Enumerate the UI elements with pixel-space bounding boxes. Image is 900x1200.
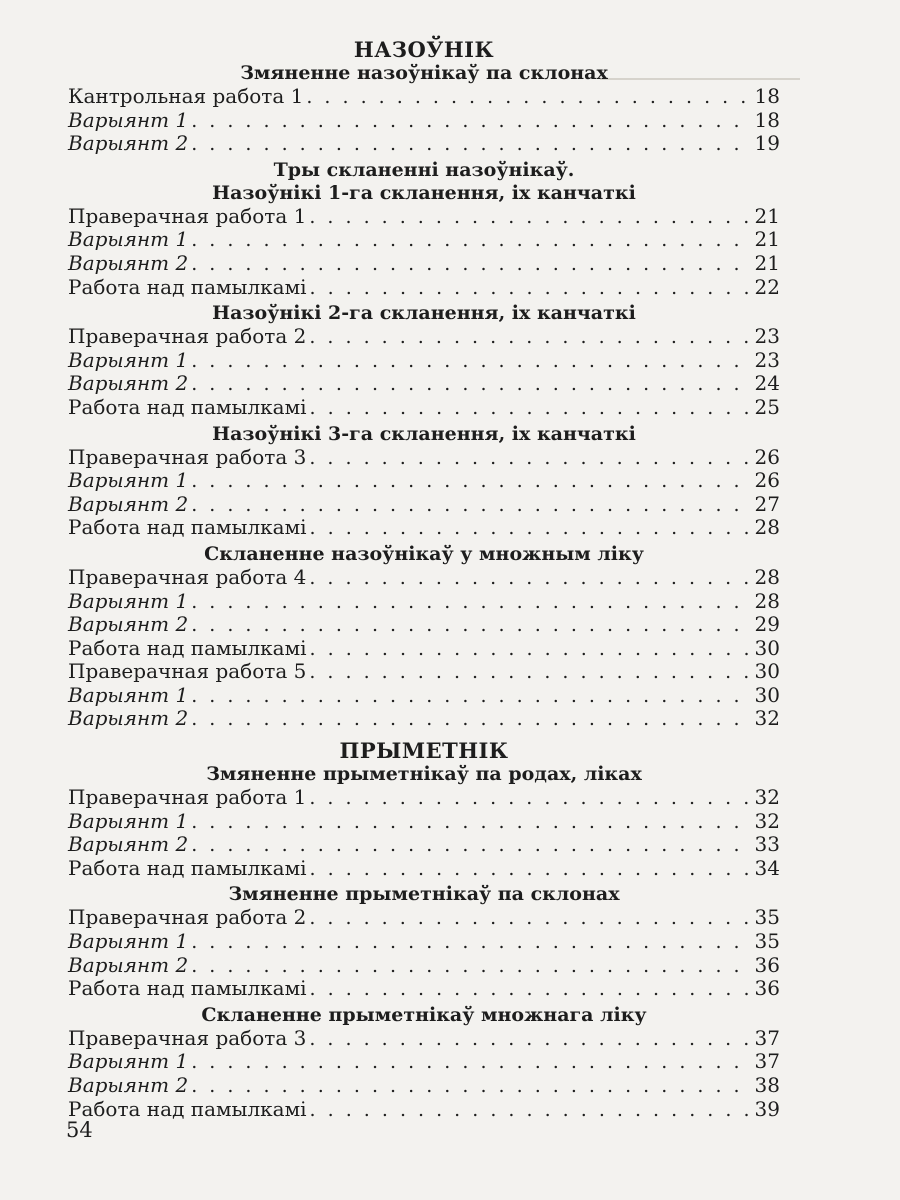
toc-entry[interactable] [68,810,780,834]
toc-entry-page: 23 [754,324,780,349]
toc-entry-label: Праверачная работа 1 [68,203,307,228]
toc-entry-page: 24 [754,371,780,396]
toc-entry-page: 34 [754,855,780,880]
toc-entry-page: 30 [754,659,780,684]
dot-leader [191,1051,752,1074]
toc-entry-label: Праверачная работа 1 [68,785,307,810]
toc-entry[interactable] [68,446,780,470]
toc-entry-label: Варыянт 2 [68,832,189,857]
dot-leader [191,931,752,954]
toc-entry-page: 23 [754,347,780,372]
dot-leader [309,787,752,810]
toc-entry[interactable] [68,566,780,590]
toc-entry-page: 26 [754,444,780,469]
toc-entry-page: 21 [754,250,780,275]
subsection-title: Скланенне назоўнікаў у множным ліку [204,542,644,565]
dot-leader [191,253,752,276]
toc-entry-label: Варыянт 1 [68,682,189,707]
toc-entry-page: 35 [754,905,780,930]
toc-entry[interactable] [68,349,780,373]
toc-entry-page: 36 [754,952,780,977]
toc-entry-page: 26 [754,468,780,493]
toc-entry-label: Варыянт 1 [68,107,189,132]
toc-entry-label: Работа над памылкамі [68,394,307,419]
toc-entry[interactable] [68,516,780,540]
dot-leader [191,373,752,396]
subsection-title: Змяненне прыметнікаў па склонах [228,883,620,906]
subsection-title: Змяненне прыметнікаў па родах, ліках [206,763,642,786]
toc-entry-page: 27 [754,491,780,516]
subsection-title: Назоўнікі 1-га скланення, іх канчаткі [212,181,636,204]
toc-entry-page: 30 [754,682,780,707]
dot-leader [310,277,753,300]
toc-entry[interactable] [68,786,780,810]
dot-leader [191,834,752,857]
toc-entry-page: 30 [754,635,780,660]
toc-entry[interactable] [68,1050,780,1074]
toc-entry-page: 33 [754,832,780,857]
toc-entry-page: 32 [754,706,780,731]
toc-entry[interactable] [68,252,780,276]
toc-entry-label: Праверачная работа 2 [68,905,307,930]
section-title: НАЗОЎНІК [353,37,495,62]
toc-entry[interactable] [68,590,780,614]
toc-entry-page: 29 [754,612,780,637]
toc-entry-label: Работа над памылкамі [68,855,307,880]
toc-entry-label: Варыянт 1 [68,588,189,613]
toc-entry[interactable] [68,228,780,252]
toc-entry-page: 28 [754,588,780,613]
section-title: ПРЫМЕТНІК [339,738,509,764]
toc-entry-label: Варыянт 1 [68,227,189,252]
toc-entry-label: Работа над памылкамі [68,274,307,299]
toc-entry-page: 21 [754,203,780,228]
toc-entry[interactable] [68,930,780,954]
toc-entry-label: Варыянт 2 [68,250,189,275]
toc-entry[interactable] [68,1074,780,1098]
toc-entry-label: Варыянт 1 [68,1049,189,1074]
toc-entry[interactable] [68,205,780,229]
toc-entry-page: 22 [754,274,780,299]
toc-entry[interactable] [68,833,780,857]
subsection-title: Тры скланенні назоўнікаў. [273,158,575,181]
dot-leader [310,638,753,661]
toc-entry-page: 28 [754,515,780,540]
toc-entry-label: Работа над памылкамі [68,976,307,1001]
dot-leader [310,1099,753,1122]
dot-leader [191,955,752,978]
toc-entry-label: Работа над памылкамі [68,515,307,540]
toc-entry-label: Варыянт 2 [68,612,189,637]
toc-entry-label: Варыянт 1 [68,347,189,372]
toc-entry[interactable] [68,613,780,637]
subsection-title: Назоўнікі 2-га скланення, іх канчаткі [212,302,636,325]
toc-entry[interactable] [68,857,780,881]
toc-entry-label: Праверачная работа 2 [68,324,307,349]
dot-leader [191,229,752,252]
toc-entry[interactable] [68,637,780,661]
toc-entry-page: 32 [754,785,780,810]
toc-entry-page: 28 [754,564,780,589]
toc-entry-label: Кантрольная работа 1 [68,84,304,108]
toc-entry-page: 19 [754,131,780,156]
toc-entry-page: 21 [754,227,780,252]
toc-entry[interactable] [68,906,780,930]
toc-entry-page: 37 [754,1025,780,1050]
page-number: 54 [66,1118,93,1142]
toc-entry[interactable] [68,493,780,517]
toc-entry-label: Варыянт 1 [68,929,189,954]
toc-entry-page: 35 [754,929,780,954]
dot-leader [191,591,752,614]
toc-entry-label: Праверачная работа 3 [68,1025,307,1050]
dot-leader [309,326,752,349]
dot-leader [191,133,752,156]
toc-entry[interactable] [68,469,780,493]
dot-leader [309,447,752,470]
dot-leader [309,206,752,229]
toc-entry-label: Варыянт 1 [68,468,189,493]
toc-entry[interactable] [68,396,780,420]
toc-entry-page: 18 [754,107,780,132]
toc-entry[interactable] [68,325,780,349]
toc-entry[interactable] [68,977,780,1001]
dot-leader [309,1028,752,1051]
toc-entry-page: 18 [754,84,780,108]
dot-leader [309,907,752,930]
dot-leader [191,350,752,373]
dot-leader [191,811,752,834]
toc-entry[interactable] [68,276,780,300]
toc-entry-page: 25 [754,394,780,419]
toc-entry[interactable] [68,954,780,978]
toc-entry[interactable] [68,372,780,396]
dot-leader [191,614,752,637]
dot-leader [191,685,752,708]
toc-entry[interactable] [68,85,780,109]
toc-entry-label: Варыянт 2 [68,371,189,396]
toc-entry-label: Варыянт 2 [68,952,189,977]
toc-entry-label: Праверачная работа 4 [68,564,307,589]
dot-leader [306,86,752,109]
dot-leader [191,1075,752,1098]
toc-entry-label: Праверачная работа 3 [68,444,307,469]
toc-entry-page: 37 [754,1049,780,1074]
toc-entry-page: 36 [754,976,780,1001]
toc-entry-page: 38 [754,1073,780,1097]
dot-leader [310,858,753,881]
toc-entry-page: 32 [754,808,780,833]
toc-entry[interactable] [68,1027,780,1051]
toc-entry-page: 39 [754,1096,780,1121]
subsection-title: Скланенне прыметнікаў множнага ліку [201,1003,647,1026]
subsection-title: Назоўнікі 3-га скланення, іх канчаткі [212,422,636,445]
toc-entry[interactable] [68,684,780,708]
dot-leader [191,470,752,493]
dot-leader [309,567,752,590]
toc-entry-label: Варыянт 2 [68,1073,189,1097]
toc-entry-label: Работа над памылкамі [68,635,307,660]
toc-entry-label: Варыянт 2 [68,131,189,156]
toc-entry[interactable] [68,660,780,684]
toc-entry[interactable] [68,132,780,156]
dot-leader [191,708,752,731]
table-of-contents [68,38,780,1121]
dot-leader [191,494,752,517]
dot-leader [310,397,753,420]
toc-entry-label: Варыянт 1 [68,808,189,833]
toc-entry-label: Работа над памылкамі [68,1096,307,1121]
toc-entry-label: Праверачная работа 5 [68,659,307,684]
subsection-title: Змяненне назоўнікаў па склонах [240,62,608,84]
toc-entry[interactable] [68,707,780,731]
toc-entry[interactable] [68,1098,780,1122]
toc-entry-label: Варыянт 2 [68,706,189,731]
dot-leader [310,978,753,1001]
toc-entry[interactable] [68,109,780,133]
dot-leader [191,110,752,133]
toc-entry-label: Варыянт 2 [68,491,189,516]
dot-leader [309,661,752,684]
dot-leader [310,517,753,540]
